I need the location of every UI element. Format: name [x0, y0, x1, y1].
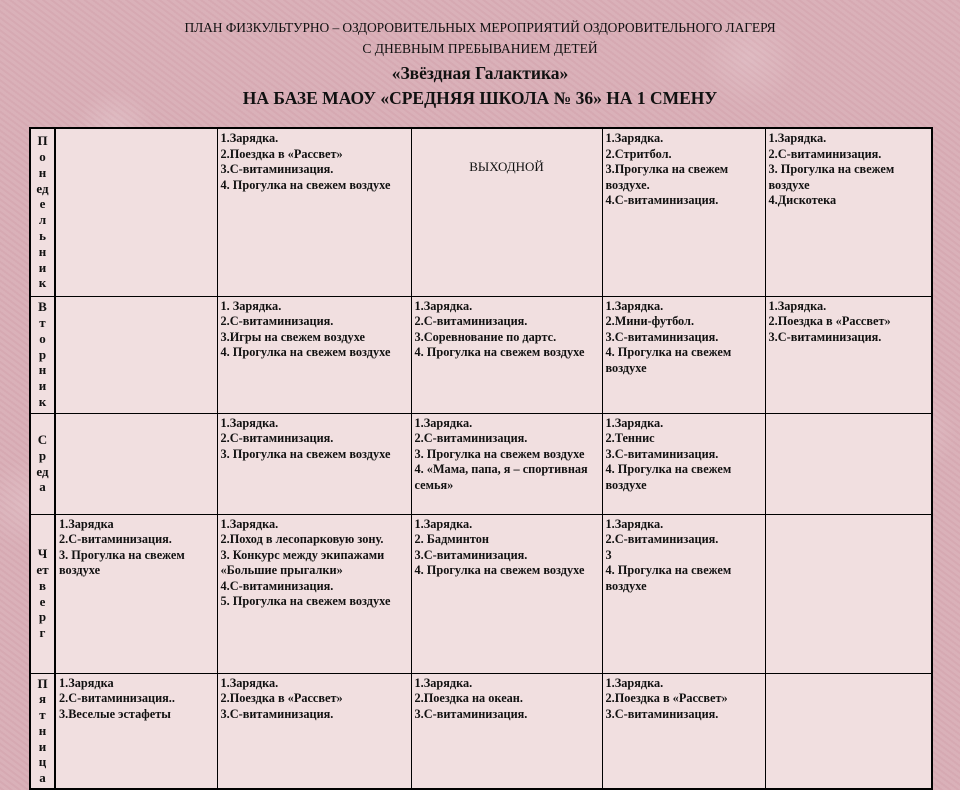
day-label-cell [30, 296, 55, 413]
day-letter: р [38, 609, 47, 625]
activity-item: 3.С-витаминизация. [220, 162, 334, 177]
activity-cell [217, 128, 411, 296]
activity-item: 3.Прогулка на свежем воздухе. [605, 162, 729, 192]
activity-item: 2.Мини-футбол. [605, 314, 695, 329]
day-letter: ц [38, 754, 47, 770]
day-letter: е [39, 196, 46, 212]
activity-item: 3.Игры на свежем воздухе [220, 329, 366, 344]
day-label-cell [30, 514, 55, 673]
activity-item: 2.Теннис [605, 431, 655, 446]
activity-item: 4. Прогулка на свежем воздухе [605, 563, 732, 593]
day-label-cell [30, 413, 55, 514]
activity-item: 1.Зарядка [59, 516, 114, 531]
camp-name: «Звёздная Галактика» [391, 63, 569, 83]
day-letter: В [38, 299, 47, 315]
school-shift-title: НА БАЗЕ МАОУ «СРЕДНЯЯ ШКОЛА № 36» НА 1 СМЕНУ [242, 88, 718, 108]
activity-item: ВЫХОДНОЙ [469, 159, 544, 174]
activity-item: 3. Прогулка на свежем воздухе [59, 547, 185, 578]
day-letter: г [39, 625, 46, 641]
activity-item: 3.С-витаминизация. [605, 446, 719, 461]
activity-cell [765, 413, 932, 514]
activity-item: 2.С-витаминизация. [220, 431, 334, 446]
activity-cell [765, 514, 932, 673]
activity-cell [55, 296, 217, 413]
activity-item: 2.С-витаминизация. [59, 532, 172, 547]
activity-cell [411, 673, 602, 789]
activity-item: 1.Зарядка. [414, 415, 473, 430]
activity-item: 1.Зарядка. [220, 415, 279, 430]
day-letter: о [39, 330, 46, 346]
activity-item: 3.С-витаминизация. [220, 706, 334, 721]
activity-item: 3. Прогулка на свежем воздухе [220, 446, 391, 461]
activity-item: 1.Зарядка. [220, 675, 279, 690]
day-letter: л [38, 212, 47, 228]
table-row [30, 673, 932, 789]
day-letter: н [38, 362, 47, 378]
activity-item: 3. Прогулка на свежем воздухе [768, 162, 895, 192]
day-letter: ь [39, 228, 46, 244]
table-row [30, 296, 932, 413]
activity-schedule-table [29, 127, 933, 790]
activity-item: 4. «Мама, папа, я – спортивная семья» [414, 462, 588, 492]
day-letter: р [38, 346, 47, 362]
day-label-cell [30, 128, 55, 296]
activity-item: 1.Зарядка. [414, 298, 473, 313]
activity-item: 2.С-витаминизация. [220, 314, 334, 329]
activity-item: 2.С-витаминизация. [414, 431, 528, 446]
day-letter: т [39, 315, 46, 330]
activity-item: 2.Поездка в «Рассвет» [768, 314, 891, 329]
activity-item: 1.Зарядка. [768, 298, 827, 313]
activity-item: 1.Зарядка. [768, 131, 827, 145]
activity-item: 4. Прогулка на свежем воздухе [605, 462, 732, 492]
activity-cell [602, 128, 765, 296]
activity-cell [602, 514, 765, 673]
day-letter: в [38, 577, 47, 593]
activity-item: 2.С-витаминизация. [605, 532, 719, 547]
day-label-cell [30, 673, 55, 789]
day-letter: П [37, 675, 48, 691]
activity-item: 4. Прогулка на свежем воздухе [220, 345, 391, 360]
day-letter: С [37, 431, 48, 447]
activity-item: 2.Поездка в «Рассвет» [220, 691, 343, 706]
activity-item: 1.Зарядка. [605, 675, 664, 690]
day-letter: н [38, 722, 47, 738]
activity-cell [411, 514, 602, 673]
activity-item: 4. Прогулка на свежем воздухе [220, 177, 391, 192]
table-row [30, 514, 932, 673]
day-letter: П [37, 133, 48, 149]
day-letter: ед [36, 180, 49, 196]
activity-item: 1.Зарядка. [605, 131, 664, 145]
activity-item: 1.Зарядка. [605, 298, 664, 313]
activity-item: 4.Дискотека [768, 193, 837, 208]
activity-item: 3. Конкурс между экипажами «Большие прыгалки» [220, 547, 385, 578]
activity-item: 1.Зарядка. [605, 415, 664, 430]
activity-cell [217, 514, 411, 673]
activity-cell [217, 296, 411, 413]
day-letter: Ч [37, 546, 48, 562]
day-letter: я [38, 691, 47, 707]
activity-item: 4. Прогулка на свежем воздухе [605, 345, 732, 375]
activity-item: 3. Прогулка на свежем воздухе [414, 446, 585, 461]
activity-item: 3.С-витаминизация. [605, 329, 719, 344]
activity-item: 1.Зарядка. [220, 516, 279, 531]
activity-item: 1.Зарядка. [414, 516, 473, 531]
table-row [30, 128, 932, 296]
activity-item: 2.С-витаминизация.. [59, 691, 175, 706]
activity-item: 4. Прогулка на свежем воздухе [414, 345, 585, 360]
day-letter: к [38, 275, 47, 291]
day-letter: о [39, 149, 46, 165]
activity-cell [217, 413, 411, 514]
day-letter: и [38, 738, 47, 754]
activity-item: 3.Соревнование по дартс. [414, 329, 557, 344]
day-letter: к [38, 393, 47, 409]
day-letter: и [38, 378, 47, 394]
activity-cell [602, 673, 765, 789]
activity-item: 2.Поездка на океан. [414, 691, 523, 706]
day-letter: а [39, 479, 46, 495]
activity-item: 2.Поездка в «Рассвет» [605, 691, 728, 706]
activity-item: 4.С-витаминизация. [605, 193, 719, 208]
activity-cell [411, 413, 602, 514]
day-letter: т [39, 707, 46, 723]
activity-item: 3.С-витаминизация. [605, 706, 719, 721]
activity-cell [55, 413, 217, 514]
activity-item: 1. Зарядка. [220, 298, 282, 313]
activity-item: 1.Зарядка. [605, 516, 664, 531]
activity-item: 1.Зарядка. [414, 675, 473, 690]
activity-item: 3.С-витаминизация. [414, 706, 528, 721]
activity-cell [217, 673, 411, 789]
table-row [30, 413, 932, 514]
activity-item: 3 [605, 547, 612, 562]
activity-item: 2.С-витаминизация. [768, 146, 882, 161]
activity-cell [602, 413, 765, 514]
day-letter: а [39, 770, 46, 786]
activity-item: 1.Зарядка. [220, 131, 279, 145]
activity-item: 4. Прогулка на свежем воздухе [414, 563, 585, 578]
activity-cell [55, 128, 217, 296]
activity-cell [411, 128, 602, 296]
plan-title: ПЛАН ФИЗКУЛЬТУРНО – ОЗДОРОВИТЕЛЬНЫХ МЕРОПРИЯТИЙ ОЗДОРОВИТЕЛЬНОГО ЛАГЕРЯ [184, 20, 776, 35]
day-letter: ет [36, 561, 49, 577]
activity-cell [55, 514, 217, 673]
activity-item: 2.С-витаминизация. [414, 314, 528, 329]
day-letter: р [38, 447, 47, 463]
plan-subtitle: С ДНЕВНЫМ ПРЕБЫВАНИЕМ ДЕТЕЙ [362, 41, 598, 56]
activity-item: 3.С-витаминизация. [768, 329, 882, 344]
activity-cell [55, 673, 217, 789]
activity-item: 3.С-витаминизация. [414, 547, 528, 562]
activity-item: 2.Поход в лесопарковую зону. [220, 532, 384, 547]
day-letter: н [38, 164, 47, 180]
activity-cell [411, 296, 602, 413]
activity-item: 2. Бадминтон [414, 532, 489, 547]
day-letter: и [38, 259, 47, 275]
activity-cell [602, 296, 765, 413]
activity-item: 3.Веселые эстафеты [59, 706, 171, 721]
activity-item: 5. Прогулка на свежем воздухе [220, 594, 391, 609]
activity-cell [765, 673, 932, 789]
activity-cell [765, 296, 932, 413]
activity-item: 4.С-витаминизация. [220, 578, 334, 593]
activity-cell [765, 128, 932, 296]
activity-item: 2.Поездка в «Рассвет» [220, 146, 343, 161]
day-letter: ед [36, 463, 49, 479]
activity-item: 1.Зарядка [59, 675, 114, 690]
day-letter: е [39, 593, 46, 609]
day-letter: н [38, 243, 47, 259]
activity-item: 2.Стритбол. [605, 146, 672, 161]
